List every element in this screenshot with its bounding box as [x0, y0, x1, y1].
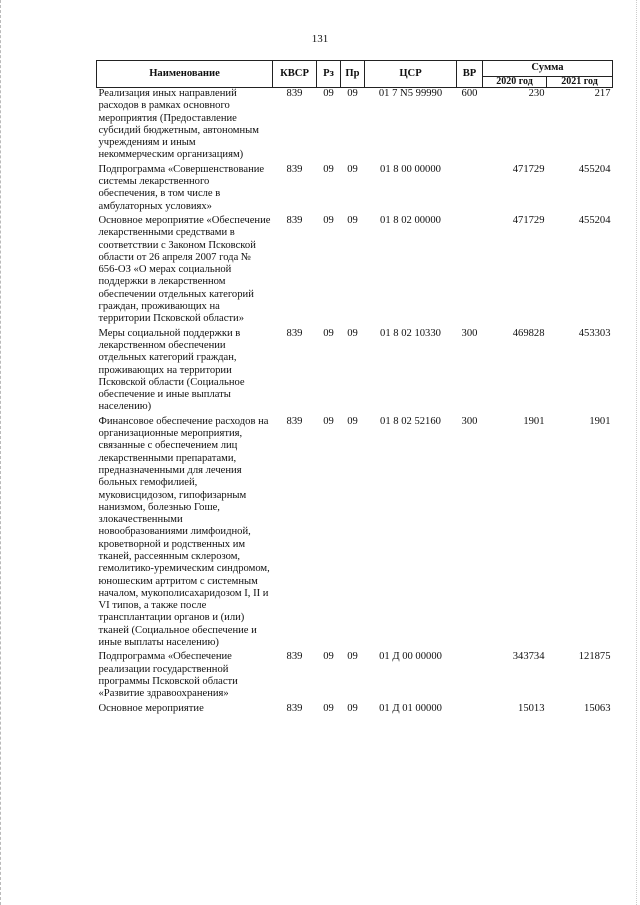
header-name: Наименование — [97, 61, 273, 88]
header-2021: 2021 год — [547, 77, 613, 88]
header-kvsr: КВСР — [273, 61, 317, 88]
row-vr: 300 — [461, 415, 478, 427]
row-2021: 455204 — [578, 214, 611, 226]
row-rz: 09 — [323, 214, 334, 226]
header-vr: ВР — [457, 61, 483, 88]
row-pr: 09 — [347, 327, 358, 339]
row-pr: 09 — [347, 702, 358, 714]
header-2020: 2020 год — [483, 77, 547, 88]
row-2021: 15063 — [584, 702, 611, 714]
row-kvsr: 839 — [286, 702, 303, 714]
table-row — [97, 651, 613, 702]
row-2020: 230 — [528, 88, 545, 99]
row-2021: 121875 — [578, 651, 611, 663]
row-pr: 09 — [347, 163, 358, 175]
scan-edge-left — [0, 0, 2, 905]
row-name: Основное мероприятие — [98, 702, 204, 714]
row-2020: 471729 — [512, 214, 545, 226]
row-kvsr: 839 — [286, 214, 303, 226]
row-name: Основное мероприятие «Обеспечение лекарственными средствами в соответствии с Законом Псковской области от 26 апреля 2007 года № 656-ОЗ «О мерах социальной поддержки в лекарственном обеспечении отдельных категорий граждан, проживающих на территории Псковской области» — [98, 214, 271, 325]
row-rz: 09 — [323, 327, 334, 339]
row-csr: 01 8 02 52160 — [380, 415, 441, 427]
row-kvsr: 839 — [286, 327, 303, 339]
table-row — [97, 164, 613, 215]
row-csr: 01 Д 01 00000 — [379, 702, 442, 714]
row-kvsr: 839 — [286, 88, 303, 99]
row-2020: 469828 — [512, 327, 545, 339]
row-csr: 01 Д 00 00000 — [379, 651, 442, 663]
row-rz: 09 — [323, 415, 334, 427]
row-kvsr: 839 — [286, 651, 303, 663]
row-vr: 600 — [461, 88, 478, 99]
row-pr: 09 — [347, 88, 358, 99]
row-name: Финансовое обеспечение расходов на организационные мероприятия, связанные с обеспечением лиц лекарственными препаратами, предназначенными для лечения больных гемофилией, муковисцидозом, гипофизарным нанизмом, болезнью Гоше, злокачественными новообразованиями лимфоидной, кроветворной и родственных им тканей, рассеянным склерозом, гемолитико-уремическим синдромом, юношеским артритом с системным началом, мукополисахаридозом I, II и VI типов, а также после трансплантации органов и (или) тканей (Социальное обеспечение и иные выплаты населению) — [98, 415, 270, 649]
row-rz: 09 — [323, 702, 334, 714]
row-2021: 455204 — [578, 163, 611, 175]
table-row — [97, 703, 613, 717]
row-2020: 1901 — [523, 415, 545, 427]
header-pr: Пр — [341, 61, 365, 88]
row-vr: 300 — [461, 327, 478, 339]
table-row — [97, 88, 613, 164]
row-2020: 15013 — [518, 702, 545, 714]
header-csr: ЦСР — [365, 61, 457, 88]
row-csr: 01 8 02 10330 — [380, 327, 441, 339]
row-rz: 09 — [323, 88, 334, 99]
row-pr: 09 — [347, 415, 358, 427]
row-rz: 09 — [323, 163, 334, 175]
row-name: Меры социальной поддержки в лекарственном обеспечении отдельных категорий граждан, проживающих на территории Псковской области (Социальное обеспечение и иные выплаты населению) — [98, 327, 245, 413]
table-row — [97, 328, 613, 416]
budget-table — [96, 60, 613, 717]
scan-edge-right — [636, 0, 638, 905]
row-2021: 1901 — [589, 415, 611, 427]
row-pr: 09 — [347, 214, 358, 226]
row-vr — [457, 215, 483, 328]
row-2020: 471729 — [512, 163, 545, 175]
row-csr: 01 7 N5 99990 — [378, 88, 443, 99]
table-row — [97, 416, 613, 652]
row-name: Подпрограмма «Обеспечение реализации государственной программы Псковской области «Развитие здравоохранения» — [98, 651, 238, 700]
row-2021: 217 — [594, 88, 611, 99]
row-2020: 343734 — [512, 651, 545, 663]
row-vr — [457, 651, 483, 702]
row-rz: 09 — [323, 651, 334, 663]
row-2021: 453303 — [578, 327, 611, 339]
row-name: Подпрограмма «Совершенствование системы лекарственного обеспечения, в том числе в амбулаторных условиях» — [98, 163, 265, 212]
row-name: Реализация иных направлений расходов в рамках основного мероприятия (Предоставление субсидий бюджетным, автономным учреждениям и иным некоммерческим организациям) — [98, 88, 259, 161]
row-vr — [457, 164, 483, 215]
row-csr: 01 8 02 00000 — [380, 214, 441, 226]
table-body — [97, 88, 613, 717]
page-number: 131 — [311, 33, 329, 45]
table-header — [97, 61, 613, 88]
header-rz: Рз — [317, 61, 341, 88]
row-vr — [457, 703, 483, 717]
row-kvsr: 839 — [286, 415, 303, 427]
row-csr: 01 8 00 00000 — [380, 163, 441, 175]
header-sum: Сумма — [483, 61, 613, 77]
row-kvsr: 839 — [286, 163, 303, 175]
row-pr: 09 — [347, 651, 358, 663]
table-row — [97, 215, 613, 328]
